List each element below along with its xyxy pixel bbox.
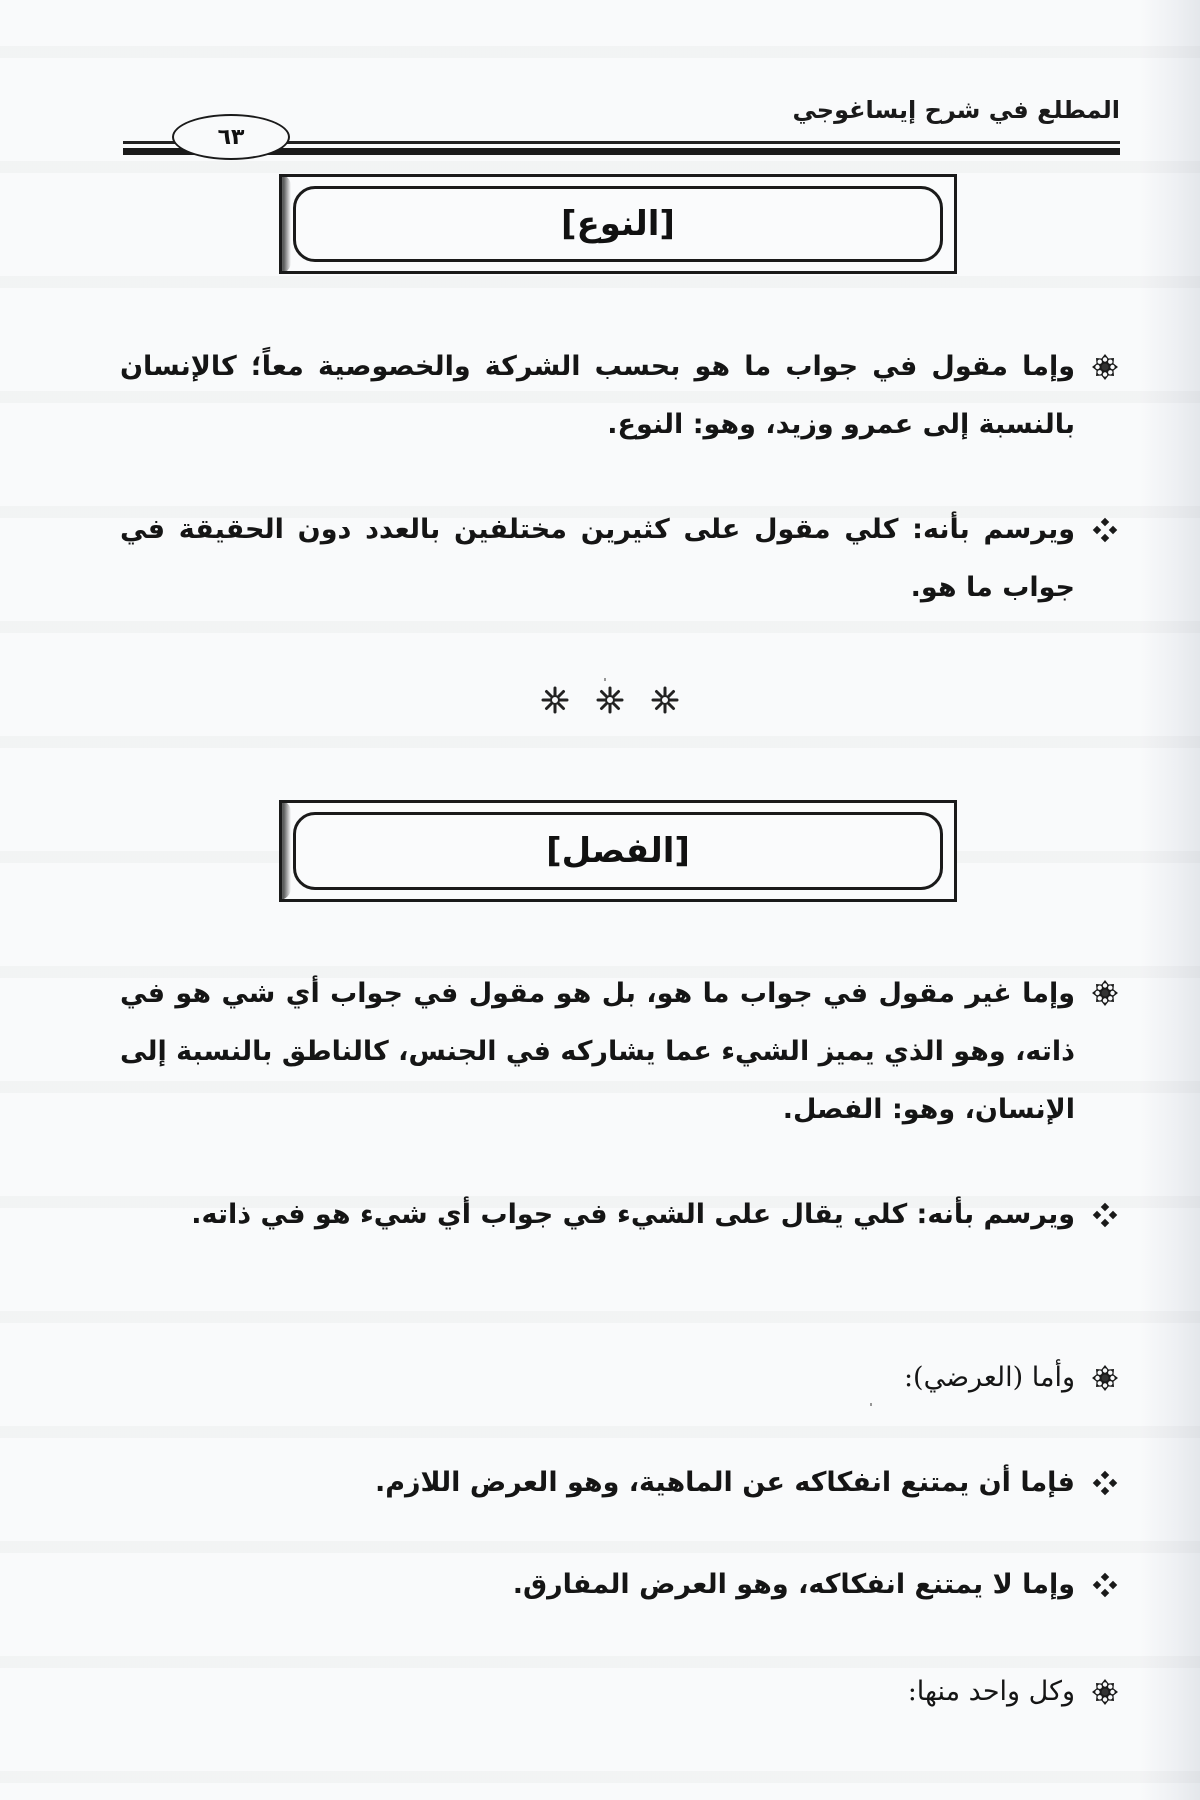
four-diamond-icon xyxy=(1090,1468,1120,1498)
asterism-icon xyxy=(595,685,625,715)
paragraph-fasl-description: ويرسم بأنه: كلي يقال على الشيء في جواب أي شيء هو في ذاته. xyxy=(191,1199,1075,1230)
asterism-icon xyxy=(540,685,570,715)
scan-speck xyxy=(604,678,606,681)
section-title-box-naw xyxy=(279,174,957,274)
asterism-separator xyxy=(540,682,680,718)
paragraph-aradi-intro: وأما (العرضي): xyxy=(903,1362,1075,1393)
page-number: ٦٣ xyxy=(172,114,290,160)
title-inner-frame xyxy=(293,186,943,262)
scan-speck xyxy=(870,1403,872,1406)
page-edge-shadow xyxy=(1140,0,1200,1800)
asterism-icon xyxy=(650,685,680,715)
paragraph-naw-definition: وإما مقول في جواب ما هو بحسب الشركة والخصوصية معاً؛ كالإنسان بالنسبة إلى عمرو وزيد، وهو: النوع. xyxy=(120,351,1075,440)
paragraph-each-one: وكل واحد منها: xyxy=(907,1676,1075,1707)
octagram-icon xyxy=(1090,978,1120,1008)
four-diamond-icon xyxy=(1090,515,1120,545)
section-title: [الفصل] xyxy=(546,831,690,871)
section-title-box-fasl xyxy=(279,800,957,902)
paragraph-fasl-definition: وإما غير مقول في جواب ما هو، بل هو مقول في جواب أي شي هو في ذاته، وهو الذي يميز الشيء عما يشاركه في الجنس، كالناطق بالنسبة إلى الإنسان، وهو: الفصل. xyxy=(120,978,1075,1125)
title-inner-frame xyxy=(293,812,943,890)
paragraph-lazim: فإما أن يمتنع انفكاكه عن الماهية، وهو العرض اللازم. xyxy=(374,1467,1075,1498)
paragraph-naw-description: ويرسم بأنه: كلي مقول على كثيرين مختلفين بالعدد دون الحقيقة في جواب ما هو. xyxy=(120,514,1075,603)
running-header-title: المطلع في شرح إيساغوجي xyxy=(792,96,1120,124)
paragraph-mufariq: وإما لا يمتنع انفكاكه، وهو العرض المفارق. xyxy=(512,1569,1075,1600)
section-title: [النوع] xyxy=(561,204,675,244)
four-diamond-icon xyxy=(1090,1570,1120,1600)
octagram-icon xyxy=(1090,1363,1120,1393)
octagram-icon xyxy=(1090,1677,1120,1707)
four-diamond-icon xyxy=(1090,1200,1120,1230)
octagram-icon xyxy=(1090,352,1120,382)
